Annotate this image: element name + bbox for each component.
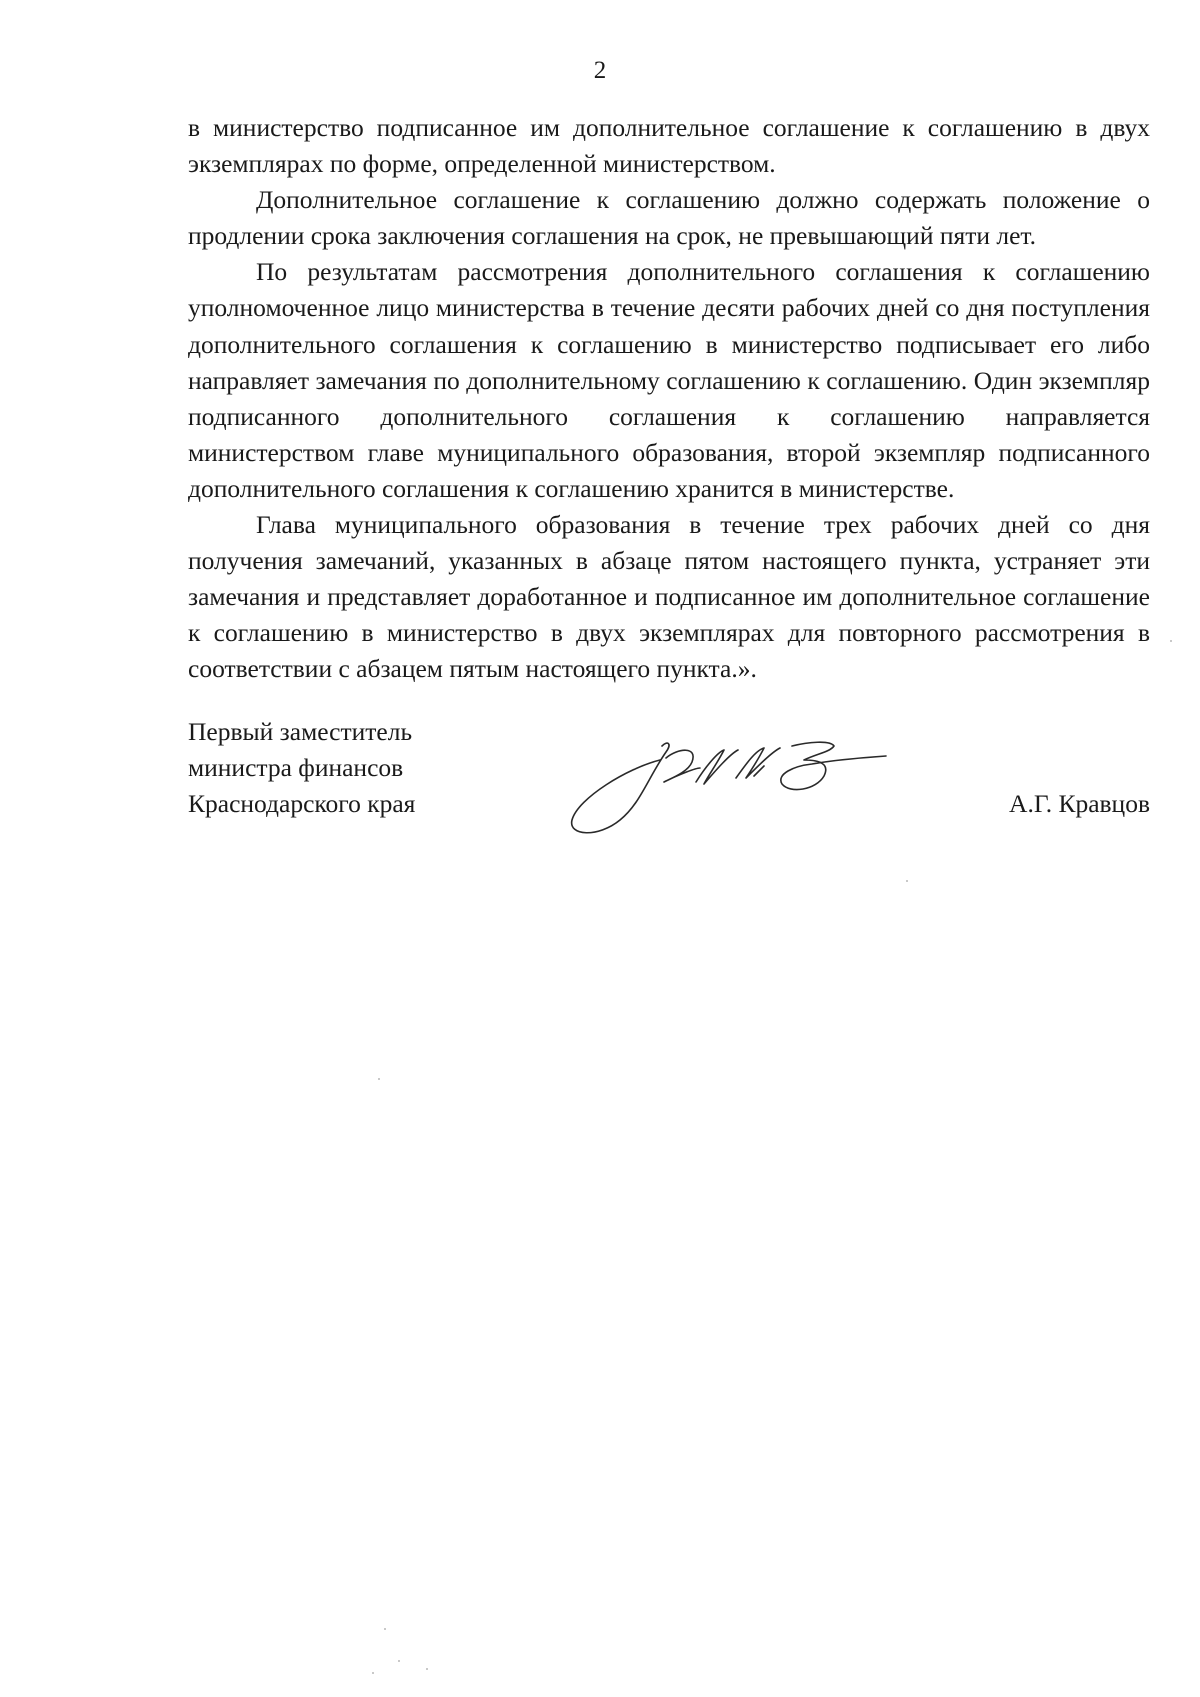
page-number: 2 xyxy=(593,57,607,84)
paragraph-extension-term: Дополнительное соглашение к соглашению должно содержать положение о продлении срока заключения соглашения на срок, не превышающий пяти лет. xyxy=(188,185,1150,251)
scan-speck xyxy=(372,1672,374,1674)
signatory-title-line: министра финансов xyxy=(188,753,404,783)
signatory-title xyxy=(188,714,415,822)
signatory-title-line: Краснодарского края xyxy=(188,789,416,819)
body-text xyxy=(188,110,1150,688)
handwritten-signature-icon xyxy=(568,738,908,838)
signer-name: А.Г. Кравцов xyxy=(1009,789,1150,818)
scan-speck xyxy=(906,880,908,882)
scan-speck xyxy=(426,1668,428,1670)
paragraph-remarks-correction: Глава муниципального образования в течение трех рабочих дней со дня получения замечаний, указанных в абзаце пятом настоящего пункта, устраняет эти замечания и представляет доработанное и подписанное им дополнительное соглашение к соглашению в министерство в двух экземплярах для повторного рассмотрения в соответствии с абзацем пятым настоящего пункта.». xyxy=(188,510,1150,684)
scan-speck xyxy=(384,1628,386,1630)
scan-speck xyxy=(398,1660,400,1662)
paragraph-continuation: в министерство подписанное им дополнительное соглашение к соглашению в двух экземплярах по форме, определенной министерством. xyxy=(188,113,1150,179)
scan-speck xyxy=(1170,640,1172,642)
scan-speck xyxy=(378,1078,380,1080)
paragraph-review-procedure: По результатам рассмотрения дополнительного соглашения к соглашению уполномоченное лицо министерства в течение десяти рабочих дней со дня поступления дополнительного соглашения к соглашению в министерство подписывает его либо направляет замечания по дополнительному соглашению к соглашению. Один экземпляр подписанного дополнительного соглашения к соглашению направляется министерством главе муниципального образования, второй экземпляр подписанного дополнительного соглашения к соглашению хранится в министерстве. xyxy=(188,257,1150,503)
signatory-title-line: Первый заместитель xyxy=(188,717,413,746)
